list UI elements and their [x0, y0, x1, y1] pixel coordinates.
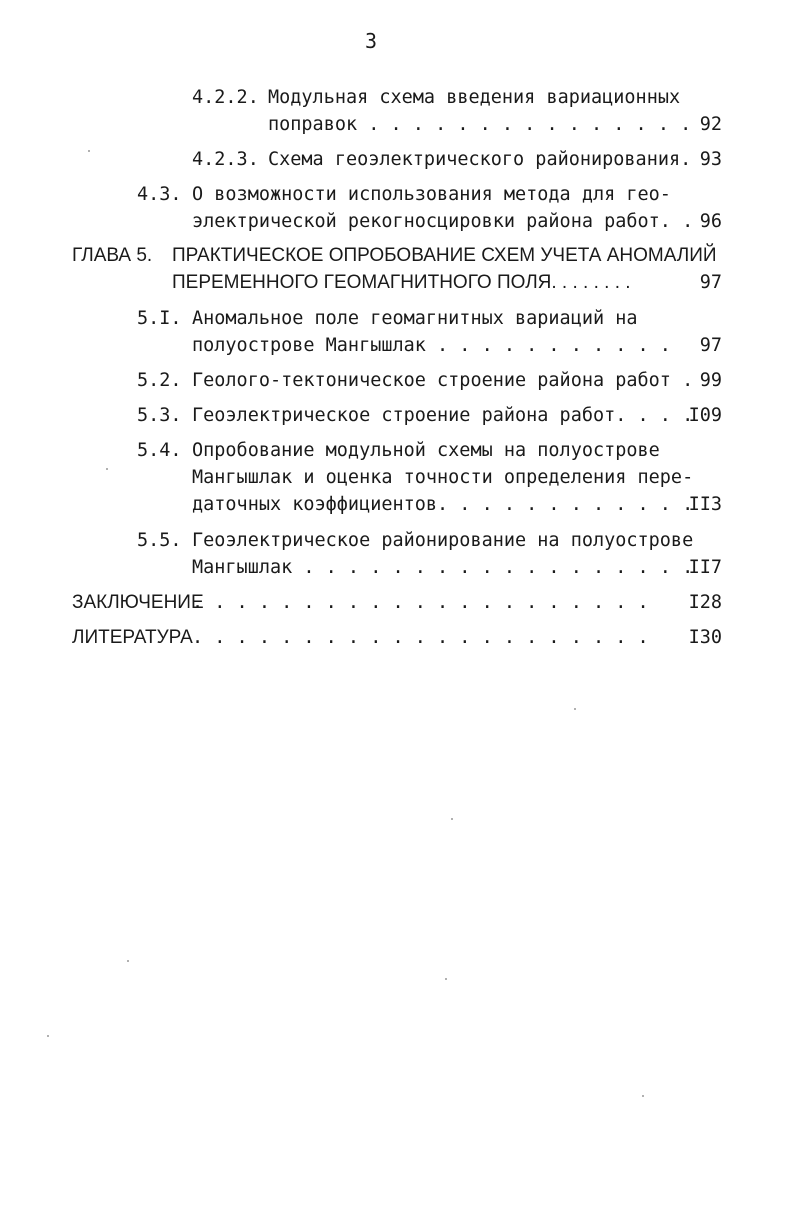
toc-entry-title: Аномальное поле геомагнитных вариаций на	[192, 308, 638, 329]
toc-entry-number: 4.2.3.	[192, 149, 259, 170]
references-heading: ЛИТЕРАТУРА	[72, 627, 193, 648]
toc-entry-page: 97	[699, 335, 722, 356]
toc-entry-title-cont: поправок . . . . . . . . . . . . . . .	[268, 114, 692, 135]
toc-entry-title-cont: электрической рекогносцировки района работ. .	[192, 211, 694, 232]
toc-entry-page: I28	[688, 592, 722, 613]
toc-entry-page: II7	[688, 557, 722, 578]
toc-entry-number: 5.4.	[137, 440, 182, 461]
toc-entry-title-cont: Мангышлак и оценка точности определения пере-	[192, 467, 694, 488]
chapter-title-cont: ПЕРЕМЕННОГО ГЕОМАГНИТНОГО ПОЛЯ. . . . . . . .	[172, 272, 631, 293]
scan-speck	[445, 978, 447, 980]
page-number: 3	[365, 29, 378, 53]
toc-entry-page: 93	[699, 149, 722, 170]
toc-entry-page: 92	[699, 114, 722, 135]
toc-entry-number: 5.5.	[137, 530, 182, 551]
toc-entry-number: 4.3.	[137, 184, 182, 205]
toc-leader-dots: . . . . . . . . . . . . . . . . . . . . .	[192, 627, 649, 648]
toc-entry-page: 99	[699, 370, 722, 391]
toc-entry-title-cont: полуострове Мангышлак . . . . . . . . . . .	[192, 335, 671, 356]
scan-speck	[106, 468, 108, 470]
toc-entry-number: 5.I.	[137, 308, 182, 329]
toc-entry-number: 5.3.	[137, 405, 182, 426]
toc-entry-title-cont: даточных коэффициентов. . . . . . . . . . . .	[192, 494, 694, 515]
toc-entry-title: Модульная схема введения вариационных	[268, 87, 681, 108]
toc-entry-page: I09	[688, 405, 722, 426]
conclusion-heading: ЗАКЛЮЧЕНИЕ	[72, 592, 204, 613]
toc-entry-title: О возможности использования метода для гео-	[192, 184, 671, 205]
chapter-number: ГЛАВА 5.	[72, 245, 153, 266]
toc-entry-page: I30	[688, 627, 722, 648]
toc-entry-title: Геолого-тектоническое строение района работ .	[192, 370, 694, 391]
toc-entry-title: Геоэлектрическое строение района работ. . . .	[192, 405, 694, 426]
scan-speck	[88, 150, 90, 152]
scan-speck	[642, 1095, 644, 1097]
toc-entry-page: 96	[699, 211, 722, 232]
toc-entry-title: Геоэлектрическое районирование на полуострове	[192, 530, 694, 551]
toc-entry-page: II3	[688, 494, 722, 515]
toc-entry-page: 97	[699, 272, 722, 293]
scan-speck	[127, 960, 129, 962]
toc-entry-title: Опробование модульной схемы на полуострове	[192, 440, 660, 461]
scan-speck	[47, 1035, 49, 1037]
scan-speck	[451, 818, 453, 820]
toc-entry-number: 4.2.2.	[192, 87, 259, 108]
toc-leader-dots: . . . . . . . . . . . . . . . . . . . . .	[192, 592, 649, 613]
toc-entry-title-cont: Мангышлак . . . . . . . . . . . . . . . . . .	[192, 557, 694, 578]
toc-entry-title: Схема геоэлектрического районирования.	[268, 149, 692, 170]
toc-entry-number: 5.2.	[137, 370, 182, 391]
scan-speck	[574, 708, 576, 710]
chapter-title: ПРАКТИЧЕСКОЕ ОПРОБОВАНИЕ СХЕМ УЧЕТА АНОМАЛИЙ	[172, 245, 717, 266]
